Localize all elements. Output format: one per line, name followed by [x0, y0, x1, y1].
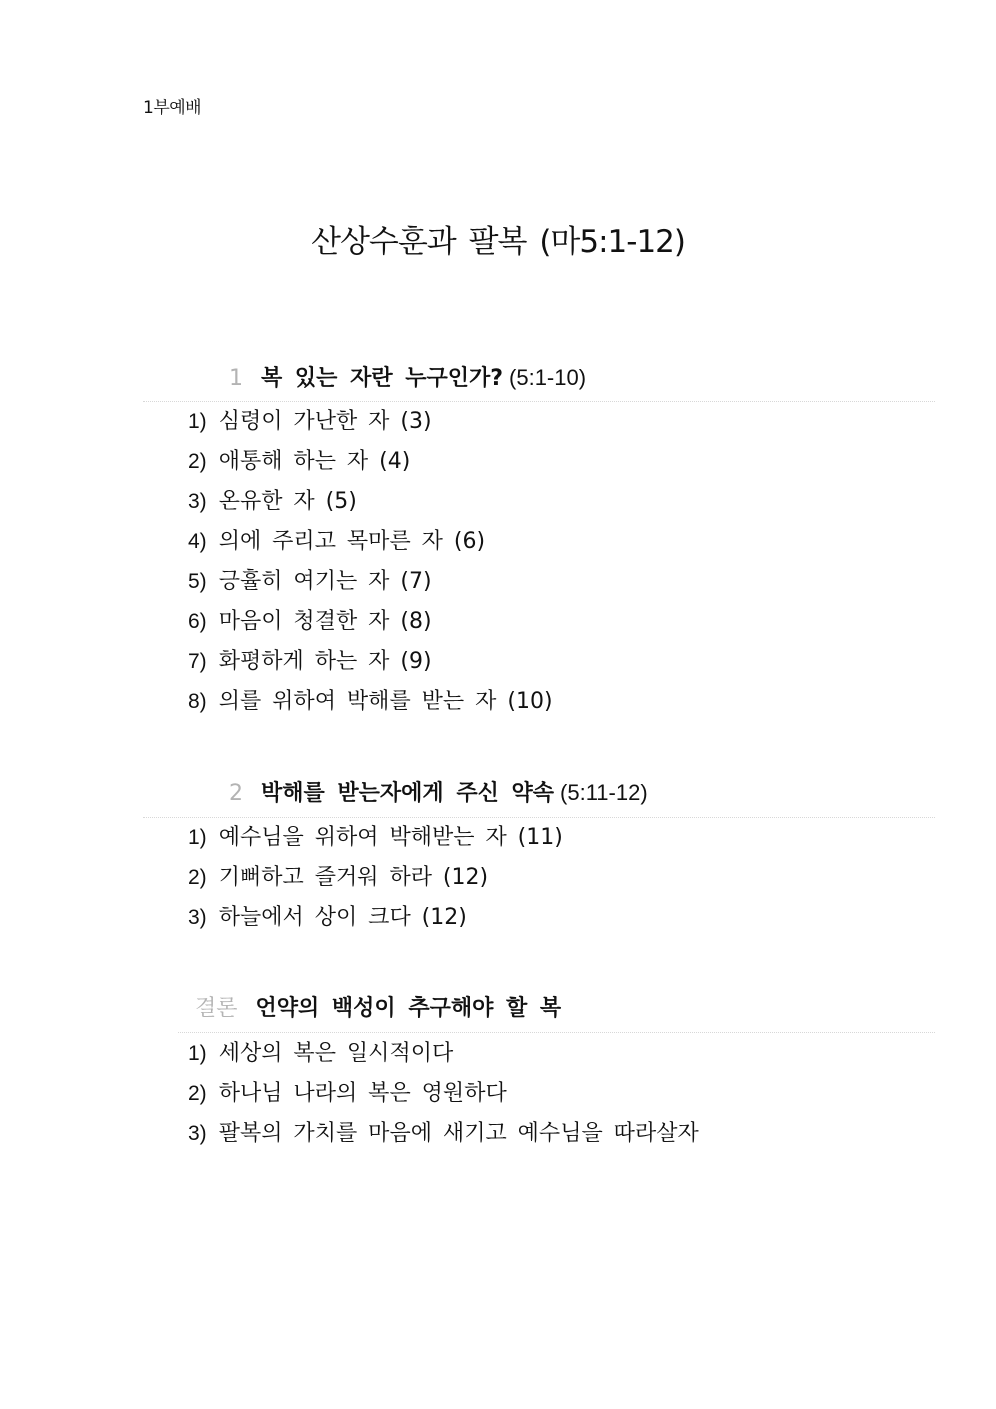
- section-title: 복 있는 자란 누구인가?: [261, 366, 504, 391]
- item-text: 긍휼히 여기는 자 (7): [218, 569, 432, 594]
- item-text: 하늘에서 상이 크다 (12): [218, 905, 467, 930]
- list-item: [188, 482, 553, 522]
- section-heading: [229, 360, 586, 396]
- section-title: 언약의 백성이 추구해야 할 복: [255, 996, 562, 1021]
- list-item: [188, 818, 563, 858]
- item-text: 의를 위하여 박해를 받는 자 (10): [218, 689, 553, 714]
- list-item: [188, 642, 553, 682]
- section-number: 결론: [195, 996, 238, 1021]
- item-number: 6): [188, 610, 207, 633]
- list-item: [188, 1074, 699, 1114]
- list-item: [188, 858, 563, 898]
- section-number: 1: [229, 366, 243, 391]
- list-item: [188, 442, 553, 482]
- list-item: [188, 522, 553, 562]
- item-number: 5): [188, 570, 207, 593]
- section-heading: [229, 775, 648, 811]
- document-title: 산상수훈과 팔복 (마5:1-12): [311, 224, 685, 260]
- item-number: 3): [188, 1122, 207, 1145]
- item-number: 4): [188, 530, 207, 553]
- section-title: 박해를 받는자에게 주신 약속: [261, 781, 555, 806]
- list-item: [188, 682, 553, 722]
- service-label: 1부예배: [143, 98, 202, 118]
- item-list: [188, 402, 553, 722]
- item-number: 2): [188, 866, 207, 889]
- section-divider: [178, 1032, 935, 1033]
- list-item: [188, 1114, 699, 1154]
- item-text: 마음이 청결한 자 (8): [218, 609, 432, 634]
- item-number: 1): [188, 1042, 207, 1065]
- section-heading: [195, 990, 567, 1026]
- section-reference: (5:11-12): [560, 780, 648, 805]
- item-number: 1): [188, 410, 207, 433]
- list-item: [188, 1034, 699, 1074]
- item-text: 예수님을 위하여 박해받는 자 (11): [218, 825, 563, 850]
- item-text: 세상의 복은 일시적이다: [218, 1041, 454, 1066]
- item-text: 팔복의 가치를 마음에 새기고 예수님을 따라살자: [218, 1121, 699, 1146]
- item-number: 8): [188, 690, 207, 713]
- item-number: 2): [188, 1082, 207, 1105]
- item-number: 2): [188, 450, 207, 473]
- list-item: [188, 562, 553, 602]
- item-number: 1): [188, 826, 207, 849]
- item-text: 애통해 하는 자 (4): [218, 449, 411, 474]
- item-number: 3): [188, 490, 207, 513]
- item-text: 화평하게 하는 자 (9): [218, 649, 432, 674]
- list-item: [188, 898, 563, 938]
- item-text: 기뻐하고 즐거워 하라 (12): [218, 865, 489, 890]
- item-text: 온유한 자 (5): [218, 489, 357, 514]
- item-text: 하나님 나라의 복은 영원하다: [218, 1081, 507, 1106]
- item-number: 7): [188, 650, 207, 673]
- section-number: 2: [229, 781, 243, 806]
- list-item: [188, 402, 553, 442]
- list-item: [188, 602, 553, 642]
- section-reference: (5:1-10): [509, 365, 587, 390]
- item-list: [188, 818, 563, 938]
- item-text: 의에 주리고 목마른 자 (6): [218, 529, 486, 554]
- item-list: [188, 1034, 699, 1154]
- item-text: 심령이 가난한 자 (3): [218, 409, 432, 434]
- item-number: 3): [188, 906, 207, 929]
